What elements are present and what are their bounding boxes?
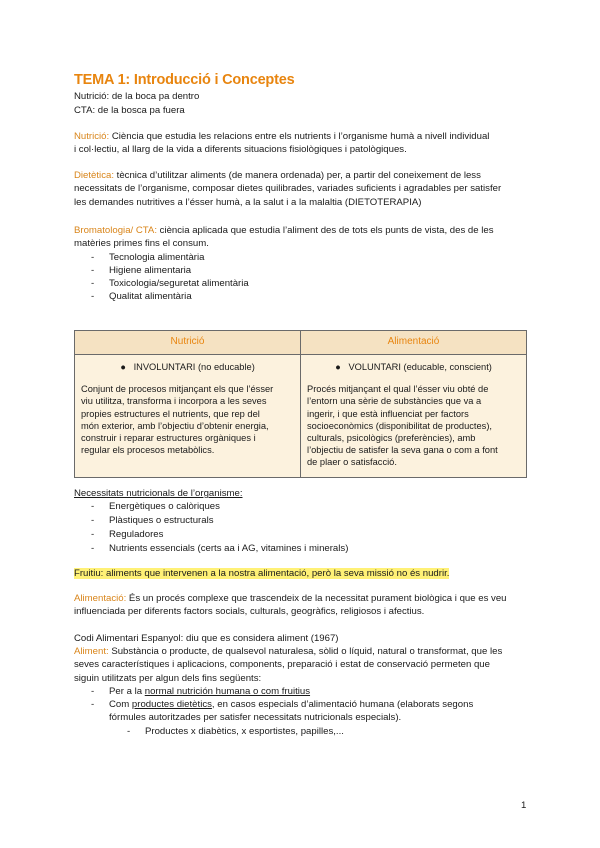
text-line: culturals, psicològics (preferències), amb (307, 433, 476, 444)
list-dash: - (91, 291, 95, 302)
intro-line: CTA: de la bosca pa fuera (74, 105, 185, 116)
text-line: construir i reparar estructures orgàniques i (81, 433, 256, 444)
list-item: Toxicologia/seguretat alimentària (109, 278, 249, 289)
bullet-involuntari: ● INVOLUNTARI (no educable) (120, 362, 255, 372)
aliment-definition (74, 645, 524, 685)
header-nutricio: Nutrició (75, 331, 301, 355)
list-item: Tecnologia alimentària (109, 252, 205, 263)
text-line: l’objectiu de satisfer la seva gana o com a font (307, 445, 498, 456)
list-item: Plàstiques o estructurals (109, 515, 214, 526)
text-line: món exterior, amb l’objectiu d’obtenir energia, (81, 420, 269, 431)
text-line: ingerir, i que està influenciat per factors (307, 408, 469, 419)
cell-nutricio (75, 355, 301, 478)
text-line: viu utilitza, transforma i incorpora a les seves (81, 396, 267, 407)
list-item: Qualitat alimentària (109, 291, 192, 302)
header-alimentacio: Alimentació (301, 331, 527, 355)
text-line: propies estructures el nutrients, que rep del (81, 408, 260, 419)
bromatologia-definition (74, 224, 524, 251)
text-line: matèries primes fins el consum. (74, 238, 209, 250)
list-item (109, 699, 473, 711)
text-line: Ciència que estudia les relacions entre els nutrients i l’organisme humà a nivell individual (109, 131, 490, 142)
text-line: regular els procesos metabòlics. (81, 445, 215, 456)
list-item (109, 686, 310, 698)
text-fragment: Com (109, 699, 132, 710)
codi-alimentari: Codi Alimentari Espanyol: diu que es considera aliment (1967) (74, 633, 339, 644)
term-bromatologia: Bromatologia/ CTA: (74, 225, 157, 236)
text-line: Procés mitjançant el qual l’ésser viu obté de (307, 384, 489, 395)
term-aliment: Aliment: (74, 646, 109, 657)
text-line: de plaer o satisfacció. (307, 457, 397, 468)
list-item: Energètiques o calòriques (109, 501, 220, 512)
term-dietetica: Dietètica: (74, 170, 114, 181)
underlined-text: normal nutrición humana o com fruitius (144, 686, 311, 697)
underlined-text: productes dietètics (131, 699, 212, 710)
list-dash: - (91, 265, 95, 276)
text-line: Conjunt de procesos mitjançant els que l’ésser (81, 384, 274, 395)
necessitats-heading: Necessitats nutricionals de l’organisme: (74, 488, 243, 499)
text-line: tècnica d’utilitzar aliments (de manera ordenada) per, a partir del coneixement de less (114, 170, 481, 181)
nutricio-definition (74, 130, 524, 157)
text-line: Substància o producte, de qualsevol naturalesa, sòlid o líquid, natural o transformat, que les (108, 646, 503, 657)
list-dash: - (91, 699, 95, 710)
page-title: TEMA 1: Introducció i Conceptes (74, 72, 295, 88)
list-item: Reguladores (109, 529, 164, 540)
list-dash: - (91, 529, 95, 540)
text-line: les demandes nutritives a l’ésser humà, a la salut i a la malaltia (DIETOTERAPIA) (74, 196, 422, 208)
text-fragment: Per a la (109, 686, 145, 697)
term-nutricio: Nutrició: (74, 131, 110, 142)
fruitiu-definition (74, 567, 449, 580)
text-line: l’entorn una sèrie de substàncies que va a (307, 396, 482, 407)
term-alimentacio: Alimentació: (74, 593, 127, 604)
intro-line: Nutrició: de la boca pa dentro (74, 91, 200, 102)
list-dash: - (91, 543, 95, 554)
text-line: ciència aplicada que estudia l’aliment des de tots els punts de vista, des de les (157, 225, 494, 236)
text-fragment: , en casos especials d’alimentació humana (elaborats segons (211, 699, 474, 710)
list-item: Higiene alimentaria (109, 265, 192, 276)
dietetica-definition (74, 169, 524, 209)
alimentacio-description (301, 383, 526, 476)
alimentacio-definition (74, 592, 524, 619)
list-dash: - (127, 726, 131, 737)
text-line: necessitats de l’organisme, composar dietes quilibrades, variades suficients i agradables per satisfer (74, 183, 502, 195)
highlighted-text: Fruitiu: aliments que intervenen a la nostra alimentació, però la seva missió no és nudrir. (74, 568, 450, 579)
bullet-text: INVOLUNTARI (no educable) (133, 362, 255, 372)
text-line: seves característiques i aplicacions, components, preparació i estat de conservació permeten que (74, 659, 490, 671)
list-dash: - (91, 686, 95, 697)
text-line: i col·lectiu, al llarg de la vida a diferents situacions fisiològiques i patològiques. (74, 144, 407, 156)
list-item: Nutrients essencials (certs aa i AG, vitamines i minerals) (109, 543, 349, 554)
text-line: influenciada per diferents factors socials, culturals, geogràfics, religiosos i afectius. (74, 606, 425, 618)
list-dash: - (91, 515, 95, 526)
page-number: 1 (521, 800, 527, 811)
cell-alimentacio (301, 355, 527, 478)
sub-list-item: Productes x diabètics, x esportistes, papilles,... (145, 726, 344, 737)
table-header-row (75, 331, 527, 355)
text-line: És un procés complexe que trascendeix de la necessitat purament biològica i que es veu (126, 593, 507, 604)
list-dash: - (91, 278, 95, 289)
list-item-continuation: fórmules autoritzades per satisfer necessitats nutricionals especials). (109, 712, 402, 723)
bullet-voluntari: ● VOLUNTARI (educable, conscient) (335, 362, 492, 372)
list-dash: - (91, 501, 95, 512)
list-dash: - (91, 252, 95, 263)
comparison-table (74, 330, 527, 478)
bullet-text: VOLUNTARI (educable, conscient) (348, 362, 492, 372)
text-line: socioeconòmics (disponibilitat de productes), (307, 420, 492, 431)
text-line: siguin utilitzats per algun dels fins següents: (74, 672, 262, 684)
nutricio-description (75, 383, 300, 464)
table-body-row (75, 355, 527, 478)
